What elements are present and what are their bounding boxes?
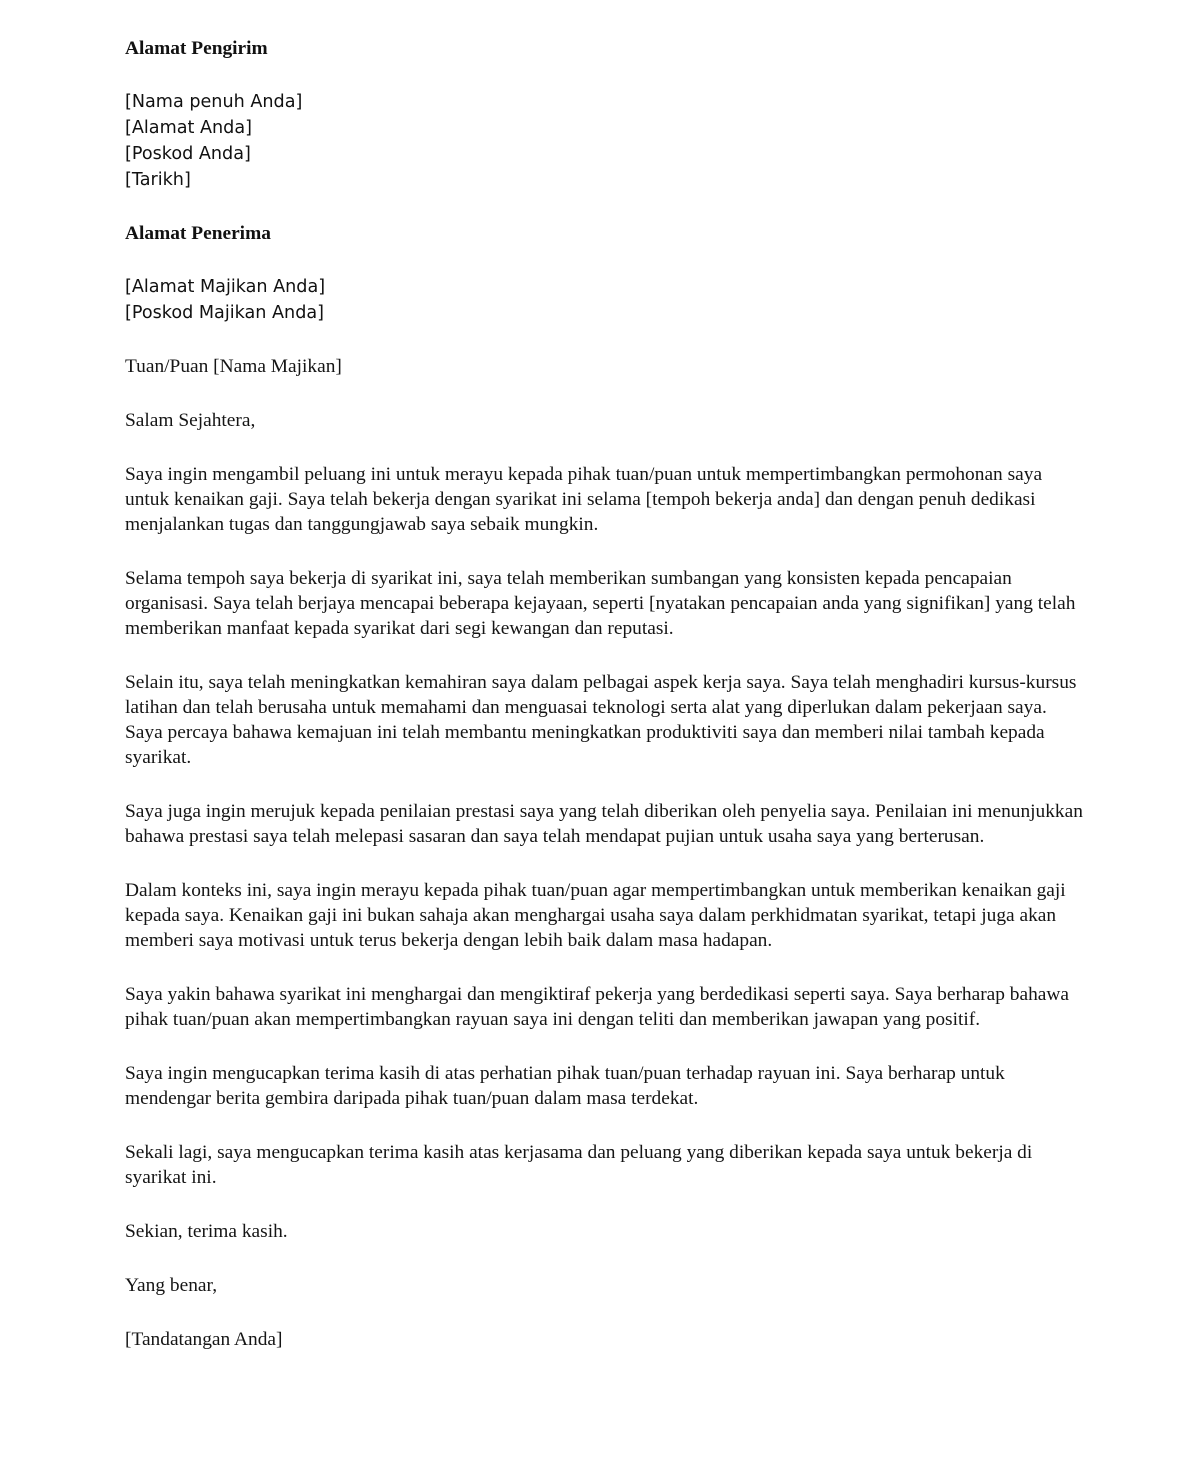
salutation-to: Tuan/Puan [Nama Majikan] bbox=[125, 356, 342, 377]
closing: Sekian, terima kasih. bbox=[125, 1221, 288, 1242]
signature: [Tandatangan Anda] bbox=[125, 1329, 283, 1350]
paragraph: Saya yakin bahawa syarikat ini menghargai dan mengiktiraf pekerja yang berdedikasi seperti saya. Saya berharap bahawa pihak tuan/puan akan mempertimbangkan rayuan saya ini dengan teliti dan memberikan jawapan yang positif. bbox=[125, 984, 1070, 1030]
letter-body bbox=[125, 36, 1085, 1352]
recipient-postcode: [Poskod Majikan Anda] bbox=[125, 303, 325, 323]
paragraph: Dalam konteks ini, saya ingin merayu kepada pihak tuan/puan agar mempertimbangkan untuk memberikan kenaikan gaji kepada saya. Kenaikan gaji ini bukan sahaja akan menghargai usaha saya dalam perkhidmatan syarikat, tetapi juga akan memberi saya motivasi untuk terus bekerja dengan lebih baik dalam masa hadapan. bbox=[125, 880, 1066, 951]
sign-off: Yang benar, bbox=[125, 1275, 218, 1296]
paragraph: Selama tempoh saya bekerja di syarikat ini, saya telah memberikan sumbangan yang konsisten kepada pencapaian organisasi. Saya telah berjaya mencapai beberapa kejayaan, seperti [nyatakan pencapaian anda yang signifikan] yang telah memberikan manfaat kepada syarikat dari segi kewangan dan reputasi. bbox=[125, 568, 1076, 639]
recipient-address bbox=[125, 274, 1085, 326]
paragraph: Saya juga ingin merujuk kepada penilaian prestasi saya yang telah diberikan oleh penyelia saya. Penilaian ini menunjukkan bahawa prestasi saya telah melepasi sasaran dan saya telah mendapat pujian untuk usaha saya yang berterusan. bbox=[125, 801, 1083, 847]
greeting: Salam Sejahtera, bbox=[125, 410, 256, 431]
paragraph: Selain itu, saya telah meningkatkan kemahiran saya dalam pelbagai aspek kerja saya. Saya telah menghadiri kursus-kursus latihan dan telah berusaha untuk memahami dan menguasai teknologi serta alat yang diperlukan dalam pekerjaan saya. Saya percaya bahawa kemajuan ini telah membantu meningkatkan produktiviti saya dan memberi nilai tambah kepada syarikat. bbox=[125, 672, 1077, 768]
sender-street: [Alamat Anda] bbox=[125, 118, 252, 138]
sender-postcode: [Poskod Anda] bbox=[125, 144, 251, 164]
paragraph: Saya ingin mengucapkan terima kasih di atas perhatian pihak tuan/puan terhadap rayuan ini. Saya berharap untuk mendengar berita gembira daripada pihak tuan/puan dalam masa terdekat. bbox=[125, 1063, 1005, 1109]
recipient-street: [Alamat Majikan Anda] bbox=[125, 277, 326, 297]
sender-heading: Alamat Pengirim bbox=[125, 38, 268, 59]
sender-date: [Tarikh] bbox=[125, 170, 191, 190]
paragraph: Saya ingin mengambil peluang ini untuk merayu kepada pihak tuan/puan untuk mempertimbangkan permohonan saya untuk kenaikan gaji. Saya telah bekerja dengan syarikat ini selama [tempoh bekerja anda] dan dengan penuh dedikasi menjalankan tugas dan tanggungjawab saya sebaik mungkin. bbox=[125, 464, 1043, 535]
sender-address bbox=[125, 89, 1085, 193]
paragraph: Sekali lagi, saya mengucapkan terima kasih atas kerjasama dan peluang yang diberikan kepada saya untuk bekerja di syarikat ini. bbox=[125, 1142, 1033, 1188]
sender-name: [Nama penuh Anda] bbox=[125, 92, 303, 112]
recipient-heading: Alamat Penerima bbox=[125, 223, 271, 244]
